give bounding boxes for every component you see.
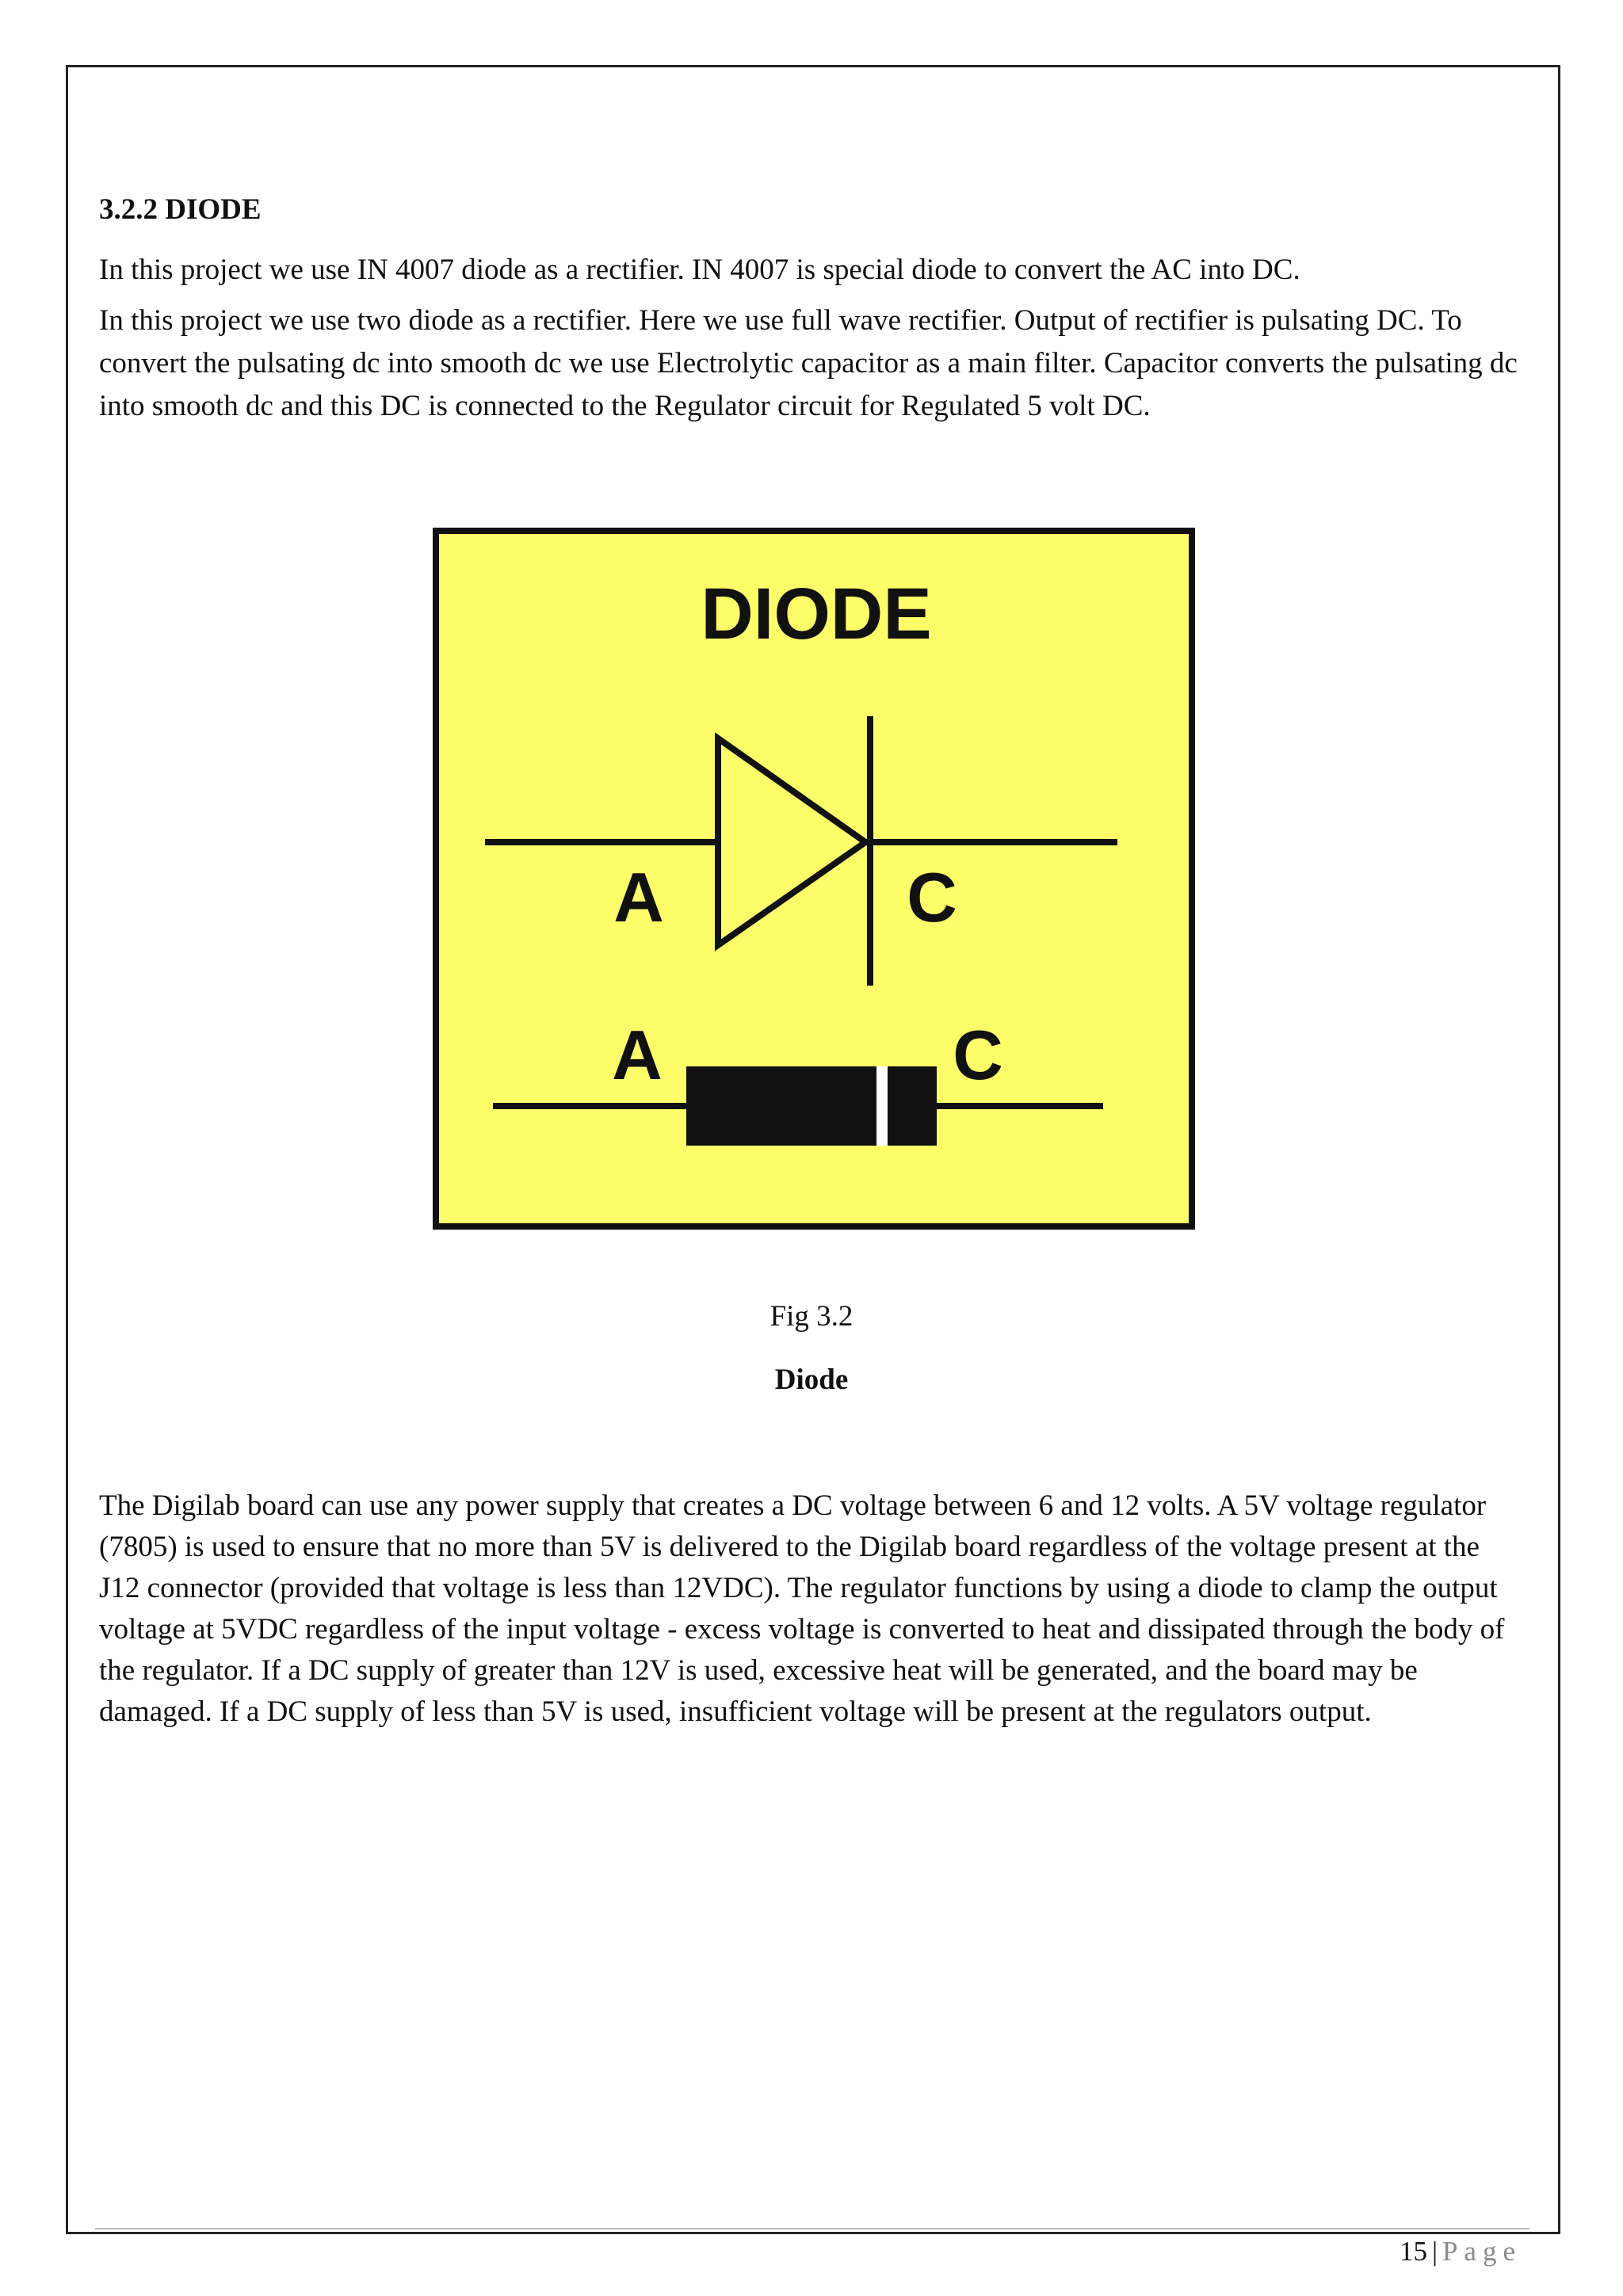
symbol-anode-label: A: [613, 858, 664, 936]
figure-caption: Diode: [774, 1363, 849, 1396]
page-number: 15: [1399, 2236, 1427, 2267]
footer-rule: [95, 2228, 1529, 2229]
diode-figure: [433, 528, 1195, 1230]
body-anode-label: A: [612, 1016, 663, 1094]
page-separator: |: [1431, 2236, 1438, 2267]
page-footer: [1400, 2236, 1522, 2267]
cathode-band: [876, 1066, 888, 1146]
section-heading: 3.2.2 DIODE: [99, 193, 262, 226]
power-supply-paragraph: The Digilab board can use any power supply that creates a DC voltage between 6 and 12 volts. A 5V voltage regulator (7805) is used to ensure that no more than 5V is delivered to the Digilab board regardless of the voltage present at the J12 connector (provided that voltage is less than 12VDC). The regulator functions by using a diode to clamp the output voltage at 5VDC regardless of the input voltage - excess voltage is converted to heat and dissipated through the body of the regulator. If a DC supply of greater than 12V is used, excessive heat will be generated, and the board may be damaged. If a DC supply of less than 5V is used, insufficient voltage will be present at the regulators output.: [99, 1489, 1505, 1728]
diode-diagram: [433, 528, 1195, 1230]
body-cathode-label: C: [953, 1016, 1003, 1094]
diode-body: [686, 1066, 937, 1146]
paragraph-rectifier: In this project we use two diode as a rectifier. Here we use full wave rectifier. Output of rectifier is pulsating DC. To convert the pulsating dc into smooth dc we use Electrolytic capacitor as a main filter. Capacitor converts the pulsating dc into smooth dc and this DC is connected to the Regulator circuit for Regulated 5 volt DC.: [99, 304, 1518, 422]
paragraph-intro: In this project we use IN 4007 diode as a rectifier. IN 4007 is special diode to convert the AC into DC.: [99, 254, 1300, 286]
section-content: [99, 190, 1526, 436]
symbol-cathode-label: C: [907, 858, 957, 936]
page-label: Page: [1442, 2236, 1522, 2267]
figure-title: DIODE: [701, 574, 932, 654]
figure-number: Fig 3.2: [769, 1300, 854, 1333]
